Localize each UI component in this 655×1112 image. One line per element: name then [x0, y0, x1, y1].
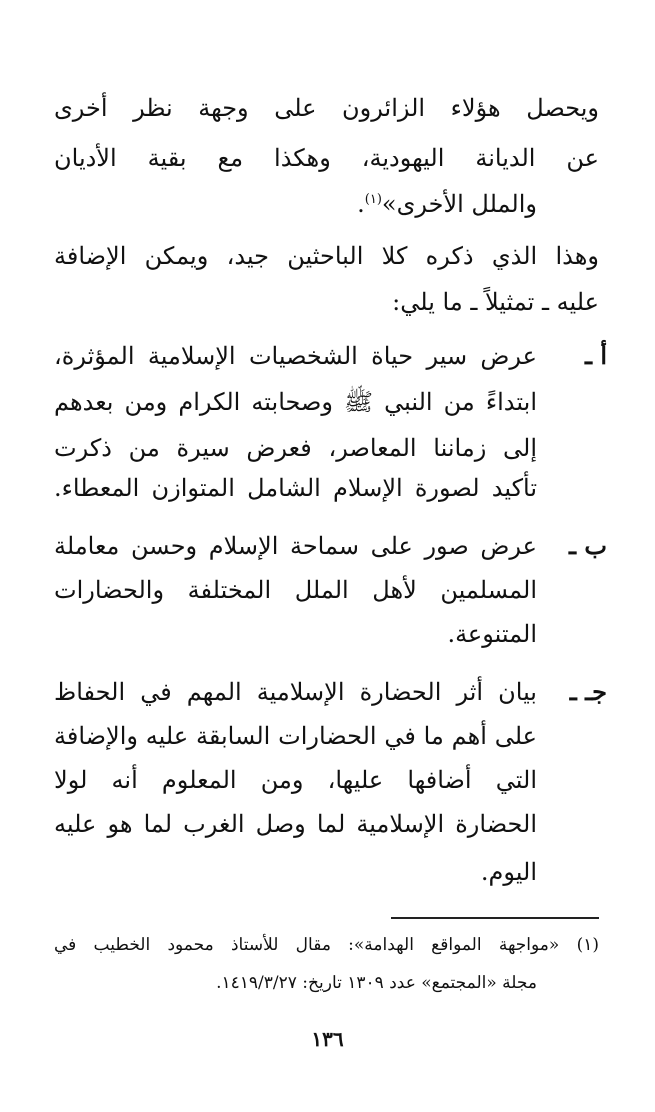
list-item-b-marker: ب ـ — [569, 531, 607, 560]
list-item-b-line-1: عرض صور على سماحة الإسلام وحسن معاملة — [54, 532, 537, 560]
paragraph-1-end-mark: . — [357, 190, 365, 218]
list-item-c-line-4: الحضارة الإسلامية لما وصل الغرب لما هو عليه — [54, 810, 537, 838]
paragraph-1-line-1: ويحصل هؤلاء الزائرون على وجهة نظر أخرى — [54, 94, 599, 122]
list-item-a-marker: أ ـ — [584, 341, 607, 370]
list-item-b-line-3: المتنوعة. — [447, 620, 537, 648]
list-item-c-line-1: بيان أثر الحضارة الإسلامية المهم في الحفاظ — [54, 678, 537, 706]
footnote-line-1: (١) «مواجهة المواقع الهدامة»: مقال للأستاذ محمود الخطيب في — [54, 935, 599, 955]
list-item-c-line-5: اليوم. — [480, 858, 537, 886]
list-item-a-line-3: إلى زماننا المعاصر، فعرض سيرة من ذكرت — [54, 434, 537, 462]
paragraph-1-line-3 — [357, 184, 537, 224]
paragraph-2-line-1: وهذا الذي ذكره كلا الباحثين جيد، ويمكن الإضافة — [54, 242, 599, 270]
list-item-c-line-3: التي أضافها عليها، ومن المعلوم أنه لولا — [54, 766, 537, 794]
list-item-c-marker: جـ ـ — [569, 677, 607, 706]
footnote-line-2: مجلة «المجتمع» عدد ١٣٠٩ تاريخ: ١٤١٩/٣/٢٧. — [216, 973, 537, 993]
list-item-b-line-2: المسلمين لأهل الملل المختلفة والحضارات — [54, 576, 537, 604]
footnote-separator — [391, 917, 599, 919]
list-item-a-line-1: عرض سير حياة الشخصيات الإسلامية المؤثرة، — [54, 342, 537, 370]
paragraph-1-line-3-text: والملل الأخرى» — [381, 190, 537, 218]
paragraph-2-line-2: عليه ـ تمثيلاً ـ ما يلي: — [392, 288, 599, 316]
list-item-a-line-2: ابتداءً من النبي ﷺ وصحابته الكرام ومن بعدهم — [54, 388, 537, 416]
paragraph-1-line-2: عن الديانة اليهودية، وهكذا مع بقية الأديان — [54, 144, 599, 172]
list-item-a-line-4: تأكيد لصورة الإسلام الشامل المتوازن المعطاء. — [54, 474, 537, 502]
page-number: ١٣٦ — [311, 1027, 344, 1051]
list-item-c-line-2: على أهم ما في الحضارات السابقة عليه والإضافة — [54, 722, 537, 750]
footnote-reference: (١) — [364, 192, 382, 207]
